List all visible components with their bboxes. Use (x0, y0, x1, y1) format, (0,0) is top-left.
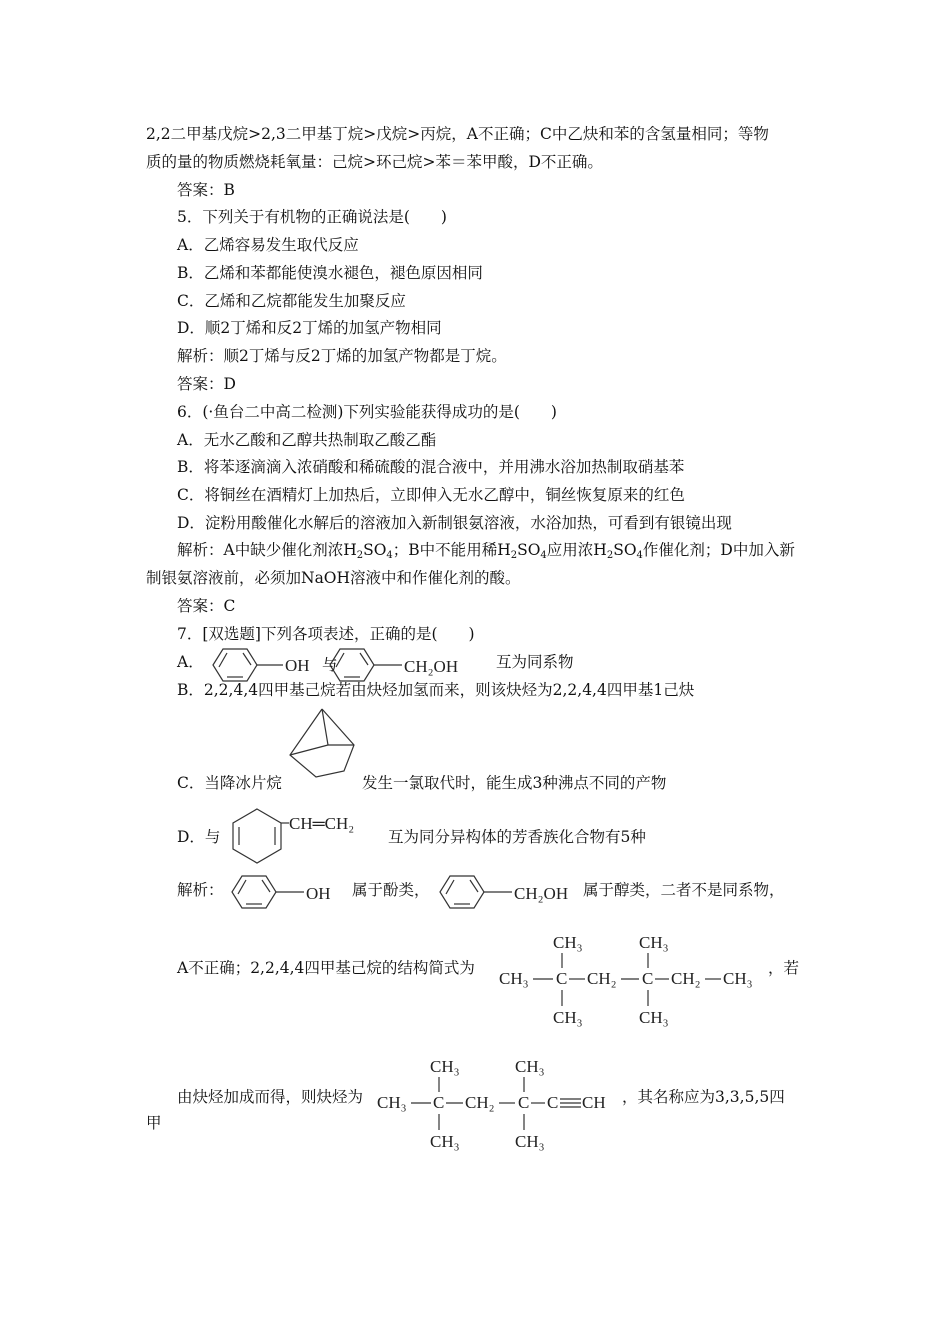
text-line: 制银氨溶液前，必须加NaOH溶液中和作催化剂的酸。 (146, 569, 521, 587)
ch-label: CH (582, 1093, 606, 1112)
ch3-label: CH₃ (499, 969, 529, 988)
ch3-label: CH₃ (377, 1093, 407, 1112)
text-segment: 作催化剂；D中加入新 (642, 541, 795, 559)
text-line: 2,2二甲基戊烷>2,3二甲基丁烷>戊烷>丙烷，A不正确；C中乙炔和苯的含氢量相同；等物 (146, 125, 769, 143)
analysis-label: 解析： (177, 881, 224, 899)
text-segment: SO (613, 541, 637, 559)
option-c: C．乙烯和乙烷都能发生加聚反应 (177, 292, 406, 310)
option-b: B．将苯逐滴滴入浓硝酸和稀硫酸的混合液中，并用沸水浴加热制取硝基苯 (177, 458, 685, 476)
vinyl-label: CH═CH₂ (289, 814, 355, 833)
ch2oh-label: CH₂OH (514, 884, 569, 903)
text-line: A不正确；2,2,4,4四甲基己烷的结构简式为 (177, 959, 475, 977)
option-c: C．将铜丝在酒精灯上加热后，立即伸入无水乙醇中，铜丝恢复原来的红色 (177, 486, 685, 504)
tetramethylhexane-structure (497, 928, 767, 1032)
question-6: 6．(·鱼台二中高二检测)下列实验能获得成功的是( ) (177, 403, 557, 421)
option-d-label: D．与 (177, 828, 221, 846)
text-segment: SO (363, 541, 387, 559)
text-segment: SO (517, 541, 541, 559)
ch3-label: CH₃ (723, 969, 753, 988)
text-segment: ；B中不能用稀H (392, 541, 511, 559)
text-segment: 发生一氯取代时，能生成3种沸点不同的产物 (362, 774, 667, 792)
text-segment: 互为同分异构体的芳香族化合物有5种 (388, 828, 646, 846)
subscript: 4 (540, 550, 547, 561)
phenol-structure (222, 872, 342, 912)
alkyne-structure (375, 1050, 625, 1154)
benzyl-alcohol-structure (320, 645, 495, 685)
text-segment: 属于醇类，二者不是同系物， (583, 881, 785, 899)
option-a: A．乙烯容易发生取代反应 (177, 236, 359, 254)
phenol-structure (203, 645, 313, 685)
answer-line: 答案：B (177, 181, 235, 199)
subscript: 4 (636, 550, 643, 561)
ch3-label: CH₃ (639, 1008, 669, 1027)
option-b: B．乙烯和苯都能使溴水褪色，褪色原因相同 (177, 264, 483, 282)
subscript: 2 (356, 550, 364, 561)
ch2oh-label: CH₂OH (404, 657, 459, 676)
ch3-label: CH₃ (515, 1057, 545, 1076)
text-line: 由炔烃加成而得，则炔烃为 (177, 1088, 364, 1106)
subscript: 4 (386, 550, 393, 561)
ch3-label: CH₃ (553, 933, 583, 952)
ch3-label: CH₃ (553, 1008, 583, 1027)
benzyl-alcohol-structure (430, 872, 590, 912)
oh-label: OH (285, 656, 310, 675)
subscript: 2 (606, 550, 614, 561)
ch2-label: CH₂ (465, 1093, 495, 1112)
styrene-structure (225, 805, 385, 867)
text-segment: ，其名称应为3,3,5,5四 (622, 1088, 785, 1106)
c-label: C (642, 969, 654, 988)
ch2-label: CH₂ (587, 969, 617, 988)
c-label: C (556, 969, 568, 988)
text-segment: 与 (322, 656, 338, 674)
text-line: 质的量的物质燃烧耗氧量：己烷>环己烷>苯＝苯甲酸，D不正确。 (146, 153, 603, 171)
analysis-line (177, 540, 795, 566)
oh-label: OH (306, 884, 331, 903)
option-d: D．淀粉用酸催化水解后的溶液加入新制银氨溶液，水浴加热，可看到有银镜出现 (177, 514, 732, 532)
ch3-label: CH₃ (639, 933, 669, 952)
question-7: 7．[双选题]下列各项表述，正确的是( ) (177, 625, 475, 643)
ch3-label: CH₃ (515, 1132, 545, 1151)
c-label: C (518, 1093, 530, 1112)
ch2-label: CH₂ (671, 969, 701, 988)
analysis-line: 解析：顺2丁烯与反2丁烯的加氢产物都是丁烷。 (177, 347, 507, 365)
subscript: 2 (510, 550, 518, 561)
text-segment: 应用浓H (546, 541, 607, 559)
option-b: B．2,2,4,4四甲基己烷若由炔烃加氢而来，则该炔烃为2,2,4,4四甲基1己炔 (177, 681, 695, 699)
text-segment: ，若 (768, 959, 800, 977)
option-a-label: A． (177, 653, 204, 671)
norbornane-structure (282, 705, 362, 785)
text-segment: 属于酚类， (352, 881, 430, 899)
option-c-label: C．当降冰片烷 (177, 774, 282, 792)
answer-line: 答案：C (177, 597, 236, 615)
text-segment: 互为同系物 (496, 653, 574, 671)
text-line: 甲 (146, 1114, 162, 1132)
answer-line: 答案：D (177, 375, 236, 393)
question-5: 5．下列关于有机物的正确说法是( ) (177, 208, 447, 226)
option-d: D．顺2丁烯和反2丁烯的加氢产物相同 (177, 319, 442, 337)
c-label: C (433, 1093, 445, 1112)
text-segment: 解析：A中缺少催化剂浓H (177, 541, 357, 559)
ch3-label: CH₃ (430, 1057, 460, 1076)
c-label: C (547, 1093, 559, 1112)
option-a: A．无水乙酸和乙醇共热制取乙酸乙酯 (177, 431, 437, 449)
ch3-label: CH₃ (430, 1132, 460, 1151)
